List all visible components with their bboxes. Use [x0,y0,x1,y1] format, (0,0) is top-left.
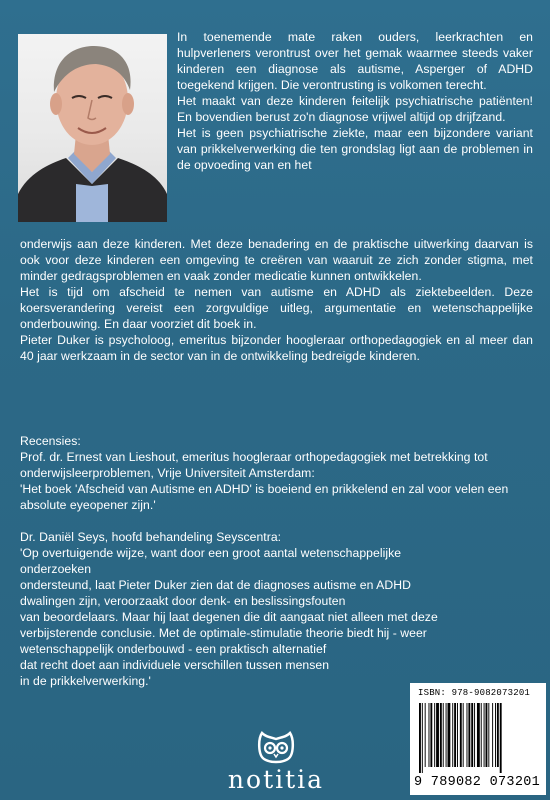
review1-author: Prof. dr. Ernest van Lieshout, emeritus hoogleraar orthopedagogiek met betrekking tot onderwijsleerproblemen, Vrije Universiteit Amsterdam: [20,450,488,480]
reviews-heading: Recensies: [20,434,81,448]
review2-author: Dr. Daniël Seys, hoofd behandeling Seyscentra: [20,530,282,544]
review1-quote: 'Het boek 'Afscheid van Autisme en ADHD' is boeiend en prikkelend en zal voor velen een absolute eyeopener zijn.' [20,482,509,512]
author-photo [18,34,167,222]
main-text [20,236,533,364]
main-paragraph: Pieter Duker is psycholoog, emeritus bijzonder hoogleraar orthopedagogiek en al meer dan 40 jaar werkzaam in de sector van in de ontwikkeling bedreigde kinderen. [20,333,533,363]
isbn-digits: 9 789082 073201 [414,775,541,790]
isbn-label: ISBN: 978-9082073201 [418,688,531,698]
reviews-section [20,433,533,689]
author-portrait-icon [18,34,167,222]
review2-line: in de prikkelverwerking.' [20,674,151,688]
review2-line: ondersteund, laat Pieter Duker zien dat de diagnoses autisme en ADHD [20,578,411,592]
review2-line: onderzoeken [20,562,92,576]
intro-text [177,29,533,173]
isbn-barcode-box [410,683,546,795]
publisher-name: notitia [227,765,325,794]
review2-line: verbijsterende conclusie. Met de optimale-stimulatie theorie biedt hij - weer [20,626,427,640]
review2-line: wetenschappelijk onderbouwd - een praktisch alternatief [20,642,327,656]
publisher-logo [216,725,336,795]
intro-paragraph: Het maakt van deze kinderen feitelijk psychiatrische patiënten! En bovendien berust zo'n diagnose vrijwel altijd op drijfzand. [177,94,533,124]
intro-paragraph: In toenemende mate raken ouders, leerkrachten en hulpverleners verontrust over het gemak waarmee steeds vaker kinderen een diagnose als autisme, Asperger of ADHD toegekend krijgen. Die verontrusting is volkomen terecht. [177,30,533,92]
review2-line: 'Op overtuigende wijze, want door een groot aantal wetenschappelijke [20,546,402,560]
main-paragraph: Het is tijd om afscheid te nemen van autisme en ADHD als ziektebeelden. Deze koersverandering vereist een zorgvuldige uitleg, argumentatie en wetenschappelijke onderbouwing. En daar voorziet dit boek in. [20,285,533,331]
review2-line: dwalingen zijn, veroorzaakt door denk- en beslissingsfouten [20,594,346,608]
review2-line: van beoordelaars. Maar hij laat degenen die dit aangaat niet alleen met deze [20,610,438,624]
review2-line: dat recht doet aan individuele verschillen tussen mensen [20,658,330,672]
main-paragraph: onderwijs aan deze kinderen. Met deze benadering en de praktische uitwerking daarvan is ook voor deze kinderen een omgeving te creëren van waaruit ze zich zonder stigma, met minder gedragsproblemen en vaak zonder medicatie kunnen ontwikkelen. [20,237,533,283]
intro-paragraph: Het is geen psychiatrische ziekte, maar een bijzondere variant van prikkelverwerking die ten grondslag ligt aan de problemen in de opvoeding van en het [177,126,533,172]
barcode-graphic [418,703,538,773]
owl-icon [256,725,296,765]
